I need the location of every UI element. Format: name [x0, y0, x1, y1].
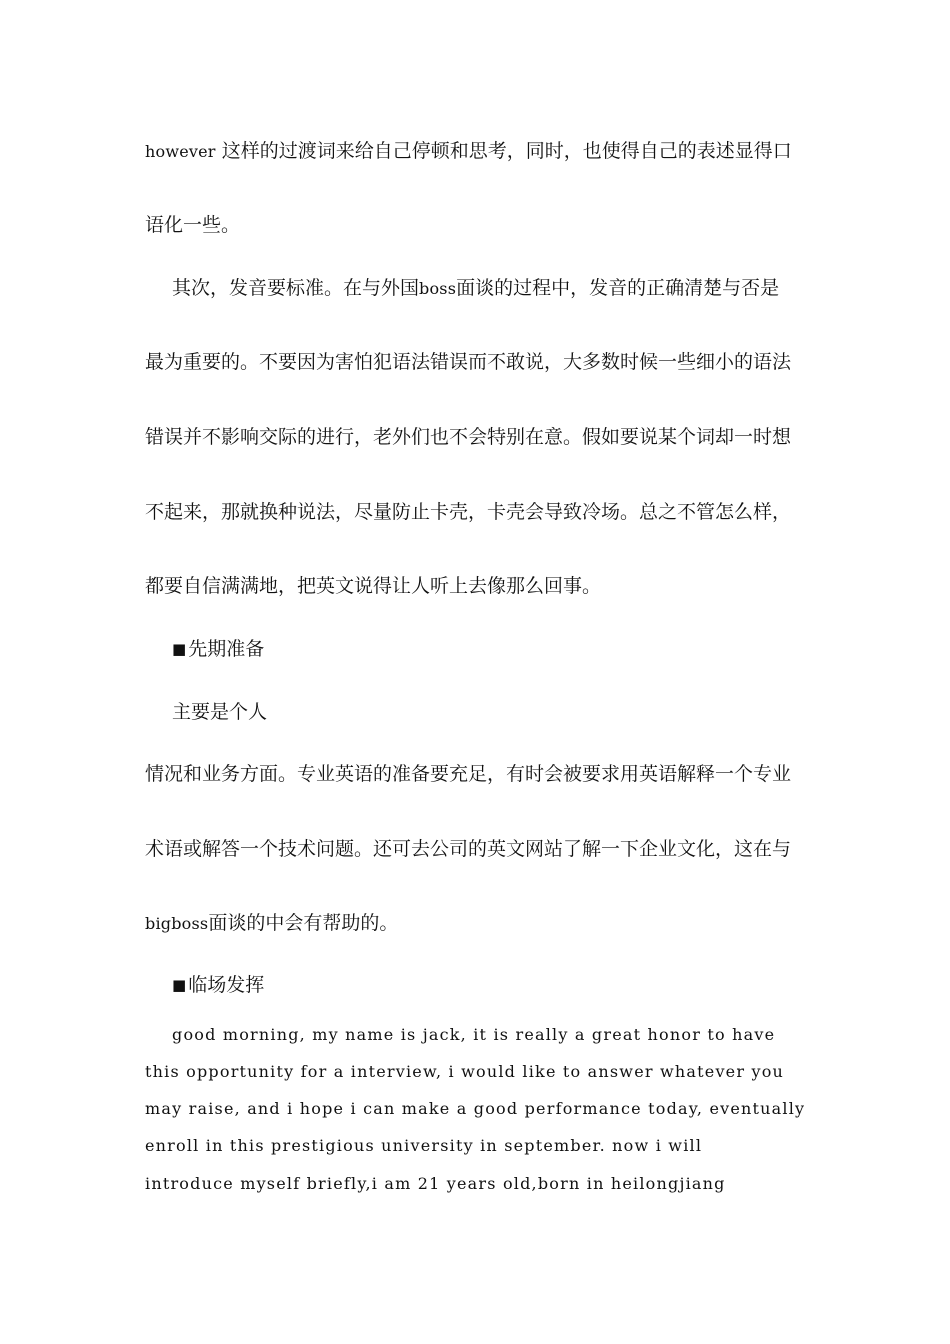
english-paragraph-line-2: this opportunity for a interview, i would like to answer whatever you — [145, 1062, 785, 1081]
english-word-bigboss: bigboss — [145, 914, 209, 933]
paragraph-2-line-1-text-a: 其次，发音要标准。在与外国 — [172, 277, 420, 299]
square-bullet-icon: ■ — [172, 976, 187, 994]
paragraph-2-line-4: 不起来，那就换种说法，尽量防止卡壳，卡壳会导致冷场。总之不管怎么样， — [145, 501, 792, 523]
paragraph-2-line-2: 最为重要的。不要因为害怕犯语法错误而不敢说，大多数时候一些细小的语法 — [145, 351, 792, 373]
paragraph-3-line-3: 术语或解答一个技术问题。还可去公司的英文网站了解一下企业文化，这在与 — [145, 838, 792, 860]
paragraph-1-line-2: 语化一些。 — [145, 214, 241, 236]
paragraph-2-line-1 — [172, 276, 779, 301]
paragraph-2-line-5: 都要自信满满地，把英文说得让人听上去像那么回事。 — [145, 575, 602, 597]
english-paragraph-line-3: may raise, and i hope i can make a good performance today, eventually — [145, 1099, 806, 1118]
paragraph-3-line-4-text: 面谈的中会有帮助的。 — [208, 912, 399, 934]
section-heading-performance-text: 临场发挥 — [188, 974, 265, 996]
english-word-however: however — [145, 142, 216, 161]
square-bullet-icon: ■ — [172, 640, 187, 658]
paragraph-3-line-2: 情况和业务方面。专业英语的准备要充足，有时会被要求用英语解释一个专业 — [145, 763, 792, 785]
paragraph-1-line-1 — [145, 139, 792, 164]
paragraph-2-line-1-text-b: 面谈的过程中，发音的正确清楚与否是 — [456, 277, 780, 299]
paragraph-3-line-4 — [145, 911, 398, 936]
section-heading-preparation-text: 先期准备 — [188, 638, 265, 660]
paragraph-3-line-1: 主要是个人 — [172, 701, 268, 723]
english-paragraph-line-5: introduce myself briefly,i am 21 years old,born in heilongjiang — [145, 1174, 726, 1193]
section-heading-preparation — [172, 637, 264, 661]
section-heading-performance — [172, 973, 264, 997]
english-word-boss: boss — [419, 279, 457, 298]
paragraph-2-line-3: 错误并不影响交际的进行，老外们也不会特别在意。假如要说某个词却一时想 — [145, 426, 792, 448]
english-paragraph-line-1: good morning, my name is jack, it is really a great honor to have — [172, 1025, 776, 1044]
paragraph-1-line-1-text: 这样的过渡词来给自己停顿和思考，同时，也使得自己的表述显得口 — [215, 140, 792, 162]
english-paragraph-line-4: enroll in this prestigious university in september. now i will — [145, 1136, 703, 1155]
